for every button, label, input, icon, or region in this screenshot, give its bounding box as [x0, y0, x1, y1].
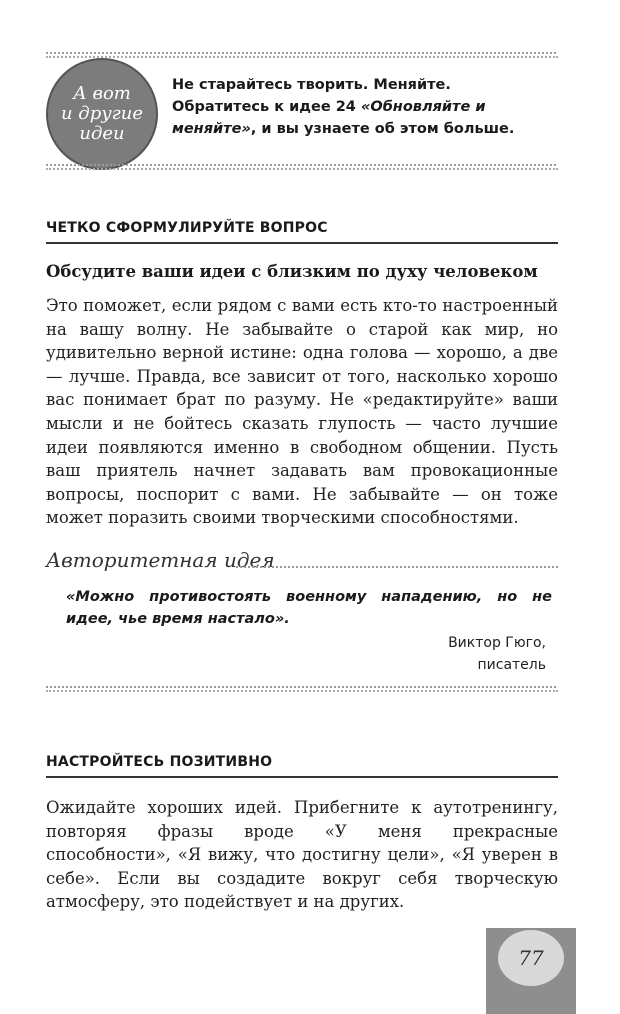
other-ideas-badge: [46, 58, 158, 170]
badge-line-3: идеи: [79, 123, 125, 144]
section-rule-1: [46, 242, 558, 244]
quote-author: Виктор Гюго,: [448, 635, 546, 651]
badge-line-1: А вот: [73, 83, 131, 104]
quote-label: Авторитетная идея: [46, 548, 275, 572]
section-heading-formulate: ЧЕТКО СФОРМУЛИРУЙТЕ ВОПРОС: [46, 220, 328, 236]
section-rule-2: [46, 776, 558, 778]
callout-emphasis: «Обновляйте и меняйте»: [172, 99, 486, 137]
quote-label-line: [236, 566, 558, 568]
callout-text-before: Не старайтесь творить. Меняйте. Обратитесь к идее 24: [172, 77, 451, 115]
callout-divider: [46, 164, 558, 170]
section-heading-positive: НАСТРОЙТЕСЬ ПОЗИТИВНО: [46, 754, 273, 770]
quote-author-role: писатель: [477, 657, 546, 673]
quote-divider: [46, 686, 558, 692]
quote-text: «Можно противостоять военному нападению, но не идее, чье время настало».: [66, 589, 552, 627]
subheading-discuss: Обсудите ваши идеи с близким по духу человеком: [46, 262, 538, 281]
callout-text-after: , и вы узнаете об этом больше.: [250, 121, 515, 137]
top-divider: [46, 52, 558, 58]
section2-paragraph: Ожидайте хороших идей. Прибегните к аутотренингу, повторяя фразы вроде «У меня прекрасные способности», «Я вижу, что достигну цели», «Я уверен в себе». Если вы создадите вокруг себя творческую атмосферу, это подействует и на других.: [46, 798, 558, 912]
quote-attribution: [448, 632, 546, 676]
page-number: 77: [498, 930, 564, 986]
badge-line-2: и другие: [60, 103, 144, 124]
section1-paragraph: Это поможет, если рядом с вами есть кто-то настроенный на вашу волну. Не забывайте о старой как мир, но удивительно верной истине: одна голова — хорошо, а две — лучше. Правда, все зависит от того, насколько хорошо вас понимает брат по разуму. Не «редактируйте» ваши мысли и не бойтесь сказать глупость — часто лучшие идеи появляются именно в свободном общении. Пусть ваш приятель начнет задавать вам провокационные вопросы, поспорит с вами. Не забывайте — он тоже может поразить своими творческими способностями.: [46, 296, 558, 528]
callout-text: [172, 74, 552, 140]
